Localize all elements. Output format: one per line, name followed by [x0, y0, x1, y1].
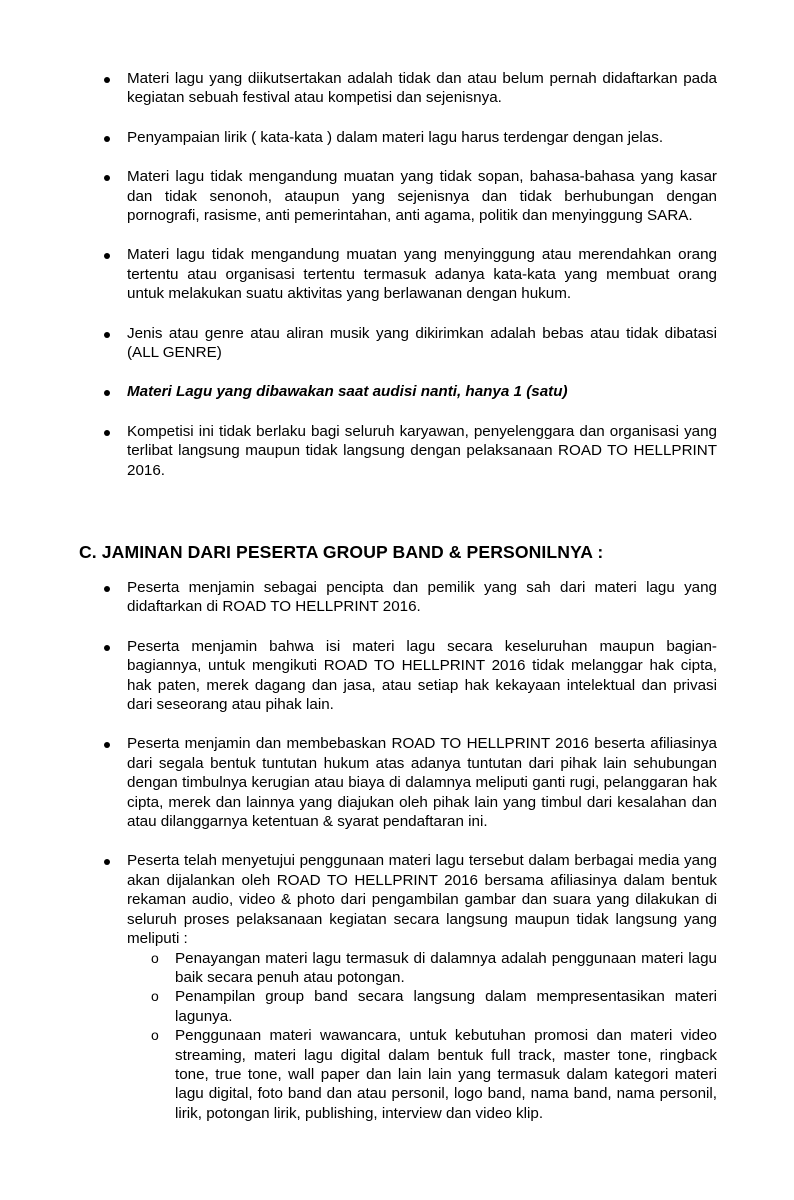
sub-list-item-text: Penggunaan materi wawancara, untuk kebutuhan promosi dan materi video streaming, materi lagu digital dalam bentuk full track, master tone, ringback tone, true tone, wall paper dan lain lain yang termasuk dalam kategori materi lagu digital, foto band dan atau personil, logo band, nama band, nama personil, lirik, potongan lirik, publishing, interview dan video klip.: [175, 1027, 717, 1122]
circle-bullet-icon: o: [151, 1027, 159, 1044]
bullet-icon: [104, 136, 110, 142]
sub-list-item-text: Penampilan group band secara langsung dalam mempresentasikan materi lagunya.: [175, 988, 717, 1025]
list-item: [0, 245, 794, 303]
list-item-text-emphasis: Materi Lagu yang dibawakan saat audisi nanti, hanya 1 (satu): [127, 383, 568, 401]
bullet-icon: [104, 586, 110, 592]
list-item: [0, 128, 794, 147]
sub-list: [0, 949, 794, 1124]
section-heading: C. JAMINAN DARI PESERTA GROUP BAND & PERSONILNYA :: [79, 542, 604, 562]
bullet-icon: [104, 175, 110, 181]
sub-list-item-text: Penayangan materi lagu termasuk di dalamnya adalah penggunaan materi lagu baik secara penuh atau potongan.: [175, 949, 717, 986]
bullet-icon: [104, 253, 110, 259]
list-item-text: Penyampaian lirik ( kata-kata ) dalam materi lagu harus terdengar dengan jelas.: [127, 128, 664, 146]
section-b-list: [0, 69, 794, 480]
list-item-text: Peserta menjamin dan membebaskan ROAD TO HELLPRINT 2016 beserta afiliasinya dari segala bentuk tuntutan hukum atas adanya tuntutan dari pihak lain sehubungan dengan timbulnya kerugian atau biaya di dalamnya meliputi ganti rugi, pelanggaran hak cipta, merek dan lainnya yang diajukan oleh pihak lain yang timbul dari kesalahan dan atau dilanggarnya ketentuan & syarat pendaftaran ini.: [127, 735, 717, 831]
list-item-text: Peserta menjamin bahwa isi materi lagu secara keseluruhan maupun bagian-bagiannya, untuk mengikuti ROAD TO HELLPRINT 2016 tidak melanggar hak cipta, hak paten, merek dagang dan jasa, atau setiap hak kekayaan intelektual dan privasi dari seseorang atau pihak lain.: [127, 637, 717, 714]
list-item: [0, 69, 794, 108]
section-c-list: [0, 578, 794, 1123]
circle-bullet-icon: o: [151, 988, 159, 1005]
list-item-text: Kompetisi ini tidak berlaku bagi seluruh karyawan, penyelenggara dan organisasi yang terlibat langsung maupun tidak langsung dengan pelaksanaan ROAD TO HELLPRINT 2016.: [127, 422, 717, 479]
list-item: [0, 734, 794, 831]
circle-bullet-icon: o: [151, 949, 159, 966]
list-item-text: Jenis atau genre atau aliran musik yang dikirimkan adalah bebas atau tidak dibatasi (ALL GENRE): [127, 324, 717, 362]
list-item: [0, 637, 794, 715]
bullet-icon: [104, 390, 110, 396]
list-item-text: Materi lagu yang diikutsertakan adalah tidak dan atau belum pernah didaftarkan pada kegiatan sebuah festival atau kompetisi dan sejenisnya.: [127, 70, 717, 107]
list-item: [0, 851, 794, 1123]
list-item: [0, 167, 794, 225]
sub-list-item: [0, 987, 794, 1026]
list-item-text: Peserta menjamin sebagai pencipta dan pemilik yang sah dari materi lagu yang didaftarkan di ROAD TO HELLPRINT 2016.: [127, 579, 717, 616]
list-item-text: Materi lagu tidak mengandung muatan yang tidak sopan, bahasa-bahasa yang kasar dan tidak senonoh, ataupun yang sejenisnya dan tidak berhubungan dengan pornografi, rasisme, anti pemerintahan, anti agama, politik dan menyinggung SARA.: [127, 168, 717, 225]
list-item: [0, 578, 794, 617]
list-item: [0, 382, 794, 401]
list-item-text: Materi lagu tidak mengandung muatan yang menyinggung atau merendahkan orang tertentu atau organisasi tertentu termasuk adanya kata-kata yang membuat orang untuk melakukan suatu aktivitas yang berlawanan dengan hukum.: [127, 246, 717, 303]
list-item-text: Peserta telah menyetujui penggunaan materi lagu tersebut dalam berbagai media yang akan dijalankan oleh ROAD TO HELLPRINT 2016 bersama afiliasinya dalam bentuk rekaman audio, video & photo dari pengambilan gambar dan suara yang dilakukan di seluruh proses pelaksanaan kegiatan secara langsung maupun tidak langsung yang meliputi :: [127, 852, 717, 948]
bullet-icon: [104, 77, 110, 83]
list-item: [0, 422, 794, 480]
bullet-icon: [104, 332, 110, 338]
sub-list-item: [0, 1026, 794, 1123]
bullet-icon: [104, 645, 110, 651]
bullet-icon: [104, 859, 110, 865]
list-item: [0, 324, 794, 363]
sub-list-item: [0, 949, 794, 988]
bullet-icon: [104, 430, 110, 436]
bullet-icon: [104, 742, 110, 748]
